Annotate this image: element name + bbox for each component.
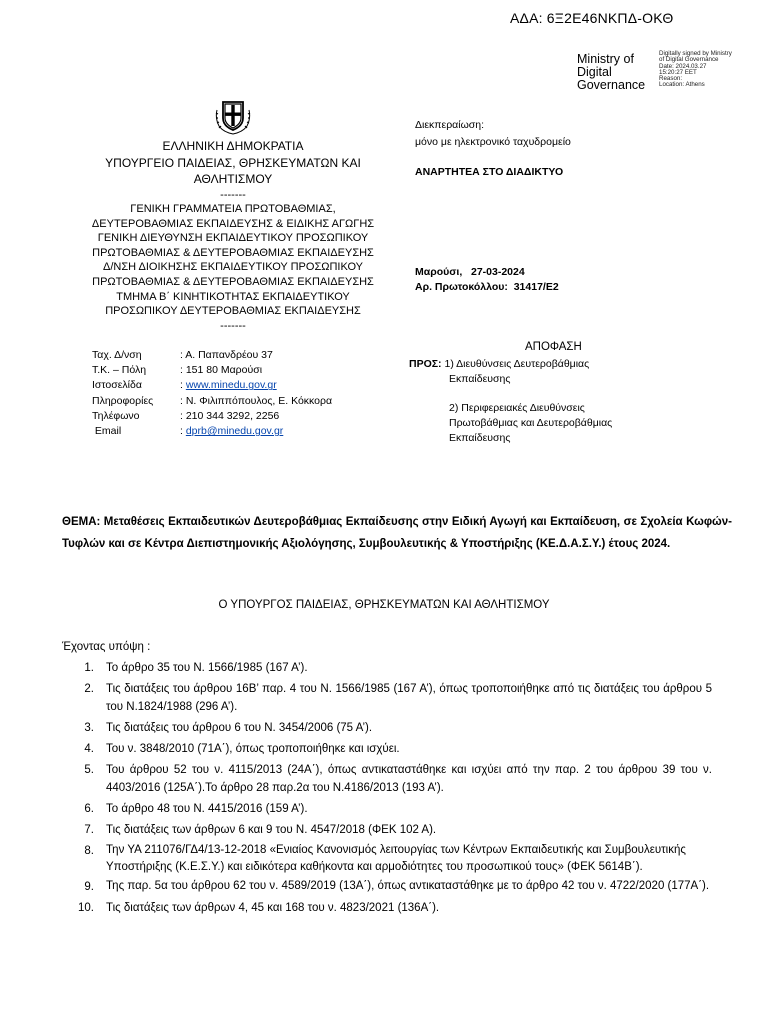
routing-label: Διεκπεραίωση:: [415, 119, 485, 131]
item-text: Του ν. 3848/2010 (71Α΄), όπως τροποποιήθηκε και ισχύει.: [106, 743, 400, 755]
item-number: 10.: [78, 902, 94, 914]
ada-number: ΑΔΑ: 6Ξ2Ε46ΝΚΠΔ-ΟΚΘ: [510, 10, 674, 26]
recipient-2-cont: Εκπαίδευσης: [449, 432, 511, 444]
routing-block: [415, 117, 571, 151]
website-link[interactable]: www.minedu.gov.gr: [185, 379, 277, 392]
item-text: Της παρ. 5α του άρθρου 62 του ν. 4589/2019 (13Α΄), όπως αντικαταστάθηκε με το άρθρο 42 του ν. 4722/2020 (177Α΄).: [106, 880, 710, 892]
department-line: Δ/ΝΣΗ ΔΙΟΙΚΗΣΗΣ ΕΚΠΑΙΔΕΥΤΙΚΟΥ ΠΡΟΣΩΠΙΚΟΥ: [102, 261, 364, 274]
recipient-2-cont: Πρωτοβάθμιας και Δευτεροβάθμιας: [449, 417, 613, 429]
item-number: 8.: [84, 845, 94, 857]
contact-label: Πληροφορίες: [92, 394, 154, 407]
item-number: 6.: [84, 803, 94, 815]
signature-org: [577, 53, 645, 92]
contact-value: : 151 80 Μαρούσι: [180, 364, 263, 377]
contact-label: Τ.Κ. – Πόλη: [92, 364, 147, 377]
signature-org-line: Ministry of: [577, 52, 634, 66]
item-number: 1.: [84, 662, 94, 674]
item-number: 5.: [84, 764, 94, 776]
contact-row: [92, 363, 332, 378]
recipient-1-cont: Εκπαίδευσης: [449, 373, 511, 385]
ministry-title-line1: ΥΠΟΥΡΓΕΙΟ ΠΑΙΔΕΙΑΣ, ΘΡΗΣΚΕΥΜΑΤΩΝ ΚΑΙ: [105, 155, 361, 170]
item-number: 2.: [84, 683, 94, 695]
signature-line: Location: Athens: [659, 81, 705, 89]
signature-line: Reason:: [659, 75, 683, 83]
department-line: ΠΡΩΤΟΒΑΘΜΙΑΣ & ΔΕΥΤΕΡΟΒΑΘΜΙΑΣ ΕΚΠΑΙΔΕΥΣΗΣ: [92, 276, 374, 289]
contact-value: : Α. Παπανδρέου 37: [180, 349, 273, 361]
decision-title: ΑΠΟΦΑΣΗ: [525, 341, 582, 353]
recipients-block: [409, 357, 669, 446]
item-text: Τις διατάξεις του άρθρου 16Β’ παρ. 4 του Ν. 1566/1985 (167 Α’), όπως τροποποιήθηκε από τις διατάξεις του άρθρου 5 του Ν.1824/1988 (296 Α’).: [106, 683, 712, 713]
ministry-title-line2: ΑΘΛΗΤΙΣΜΟΥ: [193, 172, 273, 186]
contact-value: : 210 344 3292, 2256: [180, 409, 280, 422]
contact-block: [92, 348, 332, 439]
list-item: [62, 680, 712, 716]
list-item: [62, 761, 712, 797]
item-number: 9.: [84, 881, 94, 893]
list-item: [62, 800, 712, 818]
contact-row: [92, 348, 332, 363]
list-item: [62, 719, 712, 737]
list-item: [62, 899, 712, 917]
item-text: Την ΥΑ 211076/ΓΔ4/13-12-2018 «Ενιαίος Κανονισμός λειτουργίας των Κέντρων Εκπαιδευτικής και Συμβουλευτικής Υποστήριξης (Κ.Ε.Σ.Υ.) και ειδικότερα καθήκοντα και αρμοδιότητες του προσωπικού τους» (ΦΕΚ 5614Β΄).: [106, 844, 686, 873]
legal-basis-list: [62, 659, 712, 920]
recipients-label: ΠΡΟΣ:: [409, 358, 442, 370]
list-item: [62, 878, 712, 896]
digital-signature-details: [659, 51, 768, 89]
minister-heading: Ο ΥΠΟΥΡΓΟΣ ΠΑΙΔΕΙΑΣ, ΘΡΗΣΚΕΥΜΑΤΩΝ ΚΑΙ ΑΘΛΗΤΙΣΜΟΥ: [218, 599, 550, 611]
signature-line: 15:20:27 EET: [659, 68, 697, 76]
recipient-1: 1) Διευθύνσεις Δευτεροβάθμιας: [444, 358, 590, 370]
signature-line: Date: 2024.03.27: [659, 62, 707, 70]
signature-line: Digitally signed by Ministry: [659, 50, 732, 57]
recipient-2: 2) Περιφερειακές Διευθύνσεις: [449, 402, 585, 414]
item-number: 7.: [84, 824, 94, 836]
department-line: ΔΕΥΤΕΡΟΒΑΘΜΙΑΣ ΕΚΠΑΙΔΕΥΣΗΣ & ΕΙΔΙΚΗΣ ΑΓΩΓΗΣ: [91, 217, 375, 230]
coat-of-arms-icon: [213, 96, 253, 136]
item-text: Το άρθρο 35 του Ν. 1566/1985 (167 Α’).: [106, 662, 308, 674]
list-item: [62, 740, 712, 758]
department-line: ΠΡΩΤΟΒΑΘΜΙΑΣ & ΔΕΥΤΕΡΟΒΑΘΜΙΑΣ ΕΚΠΑΙΔΕΥΣΗΣ: [92, 246, 374, 259]
routing-value: μόνο με ηλεκτρονικό ταχυδρομείο: [415, 136, 571, 148]
item-text: Τις διατάξεις των άρθρων 6 και 9 του Ν. 4547/2018 (ΦΕΚ 102 Α).: [106, 824, 437, 836]
item-text: Το άρθρο 48 του Ν. 4415/2016 (159 Α’).: [106, 803, 308, 815]
contact-value: : Ν. Φιλιππόπουλος, Ε. Κόκκορα: [180, 394, 333, 407]
department-line: ΤΜΗΜΑ Β΄ ΚΙΝΗΤΙΚΟΤΗΤΑΣ ΕΚΠΑΙΔΕΥΤΙΚΟΥ: [116, 290, 350, 303]
protocol-number: Αρ. Πρωτοκόλλου: 31417/Ε2: [415, 281, 559, 293]
contact-colon: :: [180, 379, 186, 392]
department-line: ΠΡΟΣΩΠΙΚΟΥ ΔΕΥΤΕΡΟΒΑΘΜΙΑΣ ΕΚΠΑΙΔΕΥΣΗΣ: [105, 305, 361, 318]
signature-line: of Digital Governance: [659, 56, 719, 64]
separator: -------: [220, 319, 246, 332]
subject-paragraph: ΘΕΜΑ: Μεταθέσεις Εκπαιδευτικών Δευτεροβάθμιας Εκπαίδευσης στην Ειδική Αγωγή και Εκπαίδευση, σε Σχολεία Κωφών-Τυφλών και σε Κέντρα Διεπιστημονικής Αξιολόγησης, Συμβουλευτικής & Υποστήριξης (ΚΕ.Δ.Α.Σ.Υ.) έτους 2024.: [62, 516, 732, 550]
item-text: Του άρθρου 52 του ν. 4115/2013 (24Α΄), όπως αντικαταστάθηκε και ισχύει από την παρ. 2 του άρθρου 39 του ν. 4403/2016 (125Α΄).Το άρθρο 28 παρ.2α του Ν.4186/2013 (193 Α’).: [106, 764, 712, 794]
contact-label: Email: [92, 425, 122, 438]
item-number: 3.: [84, 722, 94, 734]
contact-row: [92, 394, 332, 409]
considering-label: Έχοντας υπόψη :: [62, 641, 151, 653]
contact-colon: :: [180, 425, 186, 438]
place-date: Μαρούσι, 27-03-2024: [415, 266, 525, 278]
department-line: ΓΕΝΙΚΗ ΓΡΑΜΜΑΤΕΙΑ ΠΡΩΤΟΒΑΘΜΙΑΣ,: [130, 203, 336, 216]
contact-row: [92, 409, 332, 424]
republic-title: ΕΛΛΗΝΙΚΗ ΔΗΜΟΚΡΑΤΙΑ: [162, 139, 304, 153]
post-online-notice: ΑΝΑΡΤΗΤΕΑ ΣΤΟ ΔΙΑΔΙΚΤΥΟ: [415, 166, 564, 178]
contact-label: Τηλέφωνο: [92, 409, 140, 422]
item-text: Τις διατάξεις των άρθρων 4, 45 και 168 του ν. 4823/2021 (136Α΄).: [106, 902, 440, 914]
department-line: ΓΕΝΙΚΗ ΔΙΕΥΘΥΝΣΗ ΕΚΠΑΙΔΕΥΤΙΚΟΥ ΠΡΟΣΩΠΙΚΟΥ: [97, 232, 369, 245]
list-item: [62, 659, 712, 677]
list-item: [62, 821, 712, 839]
contact-row: [92, 378, 332, 393]
issuer-header: [78, 138, 388, 333]
separator: -------: [220, 188, 246, 201]
contact-row: [92, 424, 332, 439]
list-item: [62, 842, 712, 875]
email-link[interactable]: dprb@minedu.gov.gr: [185, 425, 284, 438]
item-text: Τις διατάξεις του άρθρου 6 του Ν. 3454/2006 (75 Α’).: [106, 722, 373, 734]
signature-org-line: Governance: [577, 78, 646, 92]
signature-org-line: Digital: [577, 65, 612, 79]
contact-label: Ταχ. Δ/νση: [92, 349, 142, 361]
contact-label: Ιστοσελίδα: [92, 379, 142, 392]
item-number: 4.: [84, 743, 94, 755]
